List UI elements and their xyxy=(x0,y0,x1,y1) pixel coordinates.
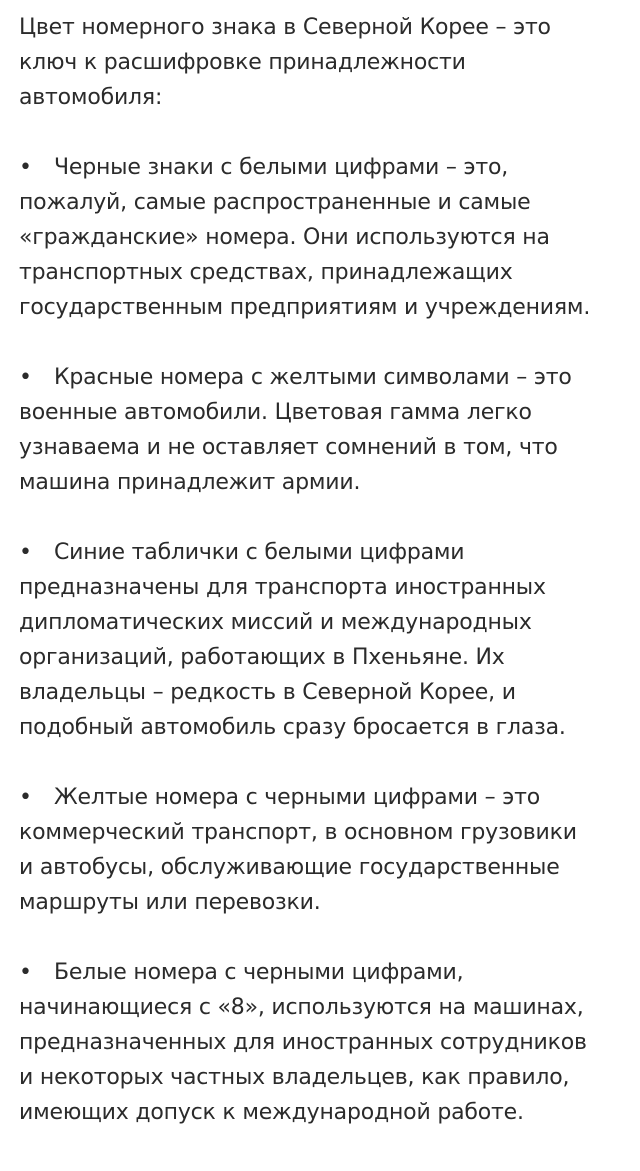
list-item xyxy=(19,360,629,500)
list-item-text: Синие таблички с белыми цифрами предназначены для транспорта иностранных дипломатических миссий и международных организаций, работающих в Пхеньяне. Их владельцы – редкость в Северной Корее, и подобный автомобиль сразу бросается в глаза. xyxy=(19,540,566,740)
list-item-text: Белые номера с черными цифрами, начинающиеся с «8», используются на машинах, предназначенных для иностранных сотрудников и некоторых частных владельцев, как правило, имеющих допуск к международной работе. xyxy=(19,960,587,1125)
article-body xyxy=(19,10,629,1130)
bullet-marker: • xyxy=(19,365,32,390)
list-item xyxy=(19,150,629,325)
bullet-marker: • xyxy=(19,785,32,810)
list-item xyxy=(19,535,629,745)
license-plate-color-list xyxy=(19,150,629,1130)
list-item-text: Черные знаки с белыми цифрами – это, пожалуй, самые распространенные и самые «гражданские» номера. Они используются на транспортных средствах, принадлежащих государственным предприятиям и учреждениям. xyxy=(19,155,591,320)
bullet-marker: • xyxy=(19,540,32,565)
list-item-text: Красные номера с желтыми символами – это военные автомобили. Цветовая гамма легко узнаваема и не оставляет сомнений в том, что машина принадлежит армии. xyxy=(19,365,572,495)
list-item xyxy=(19,955,629,1130)
bullet-marker: • xyxy=(19,155,32,180)
list-item xyxy=(19,780,629,920)
intro-paragraph: Цвет номерного знака в Северной Корее – это ключ к расшифровке принадлежности автомобиля: xyxy=(19,15,551,110)
list-item-text: Желтые номера с черными цифрами – это коммерческий транспорт, в основном грузовики и автобусы, обслуживающие государственные маршруты или перевозки. xyxy=(19,785,577,915)
bullet-marker: • xyxy=(19,960,32,985)
